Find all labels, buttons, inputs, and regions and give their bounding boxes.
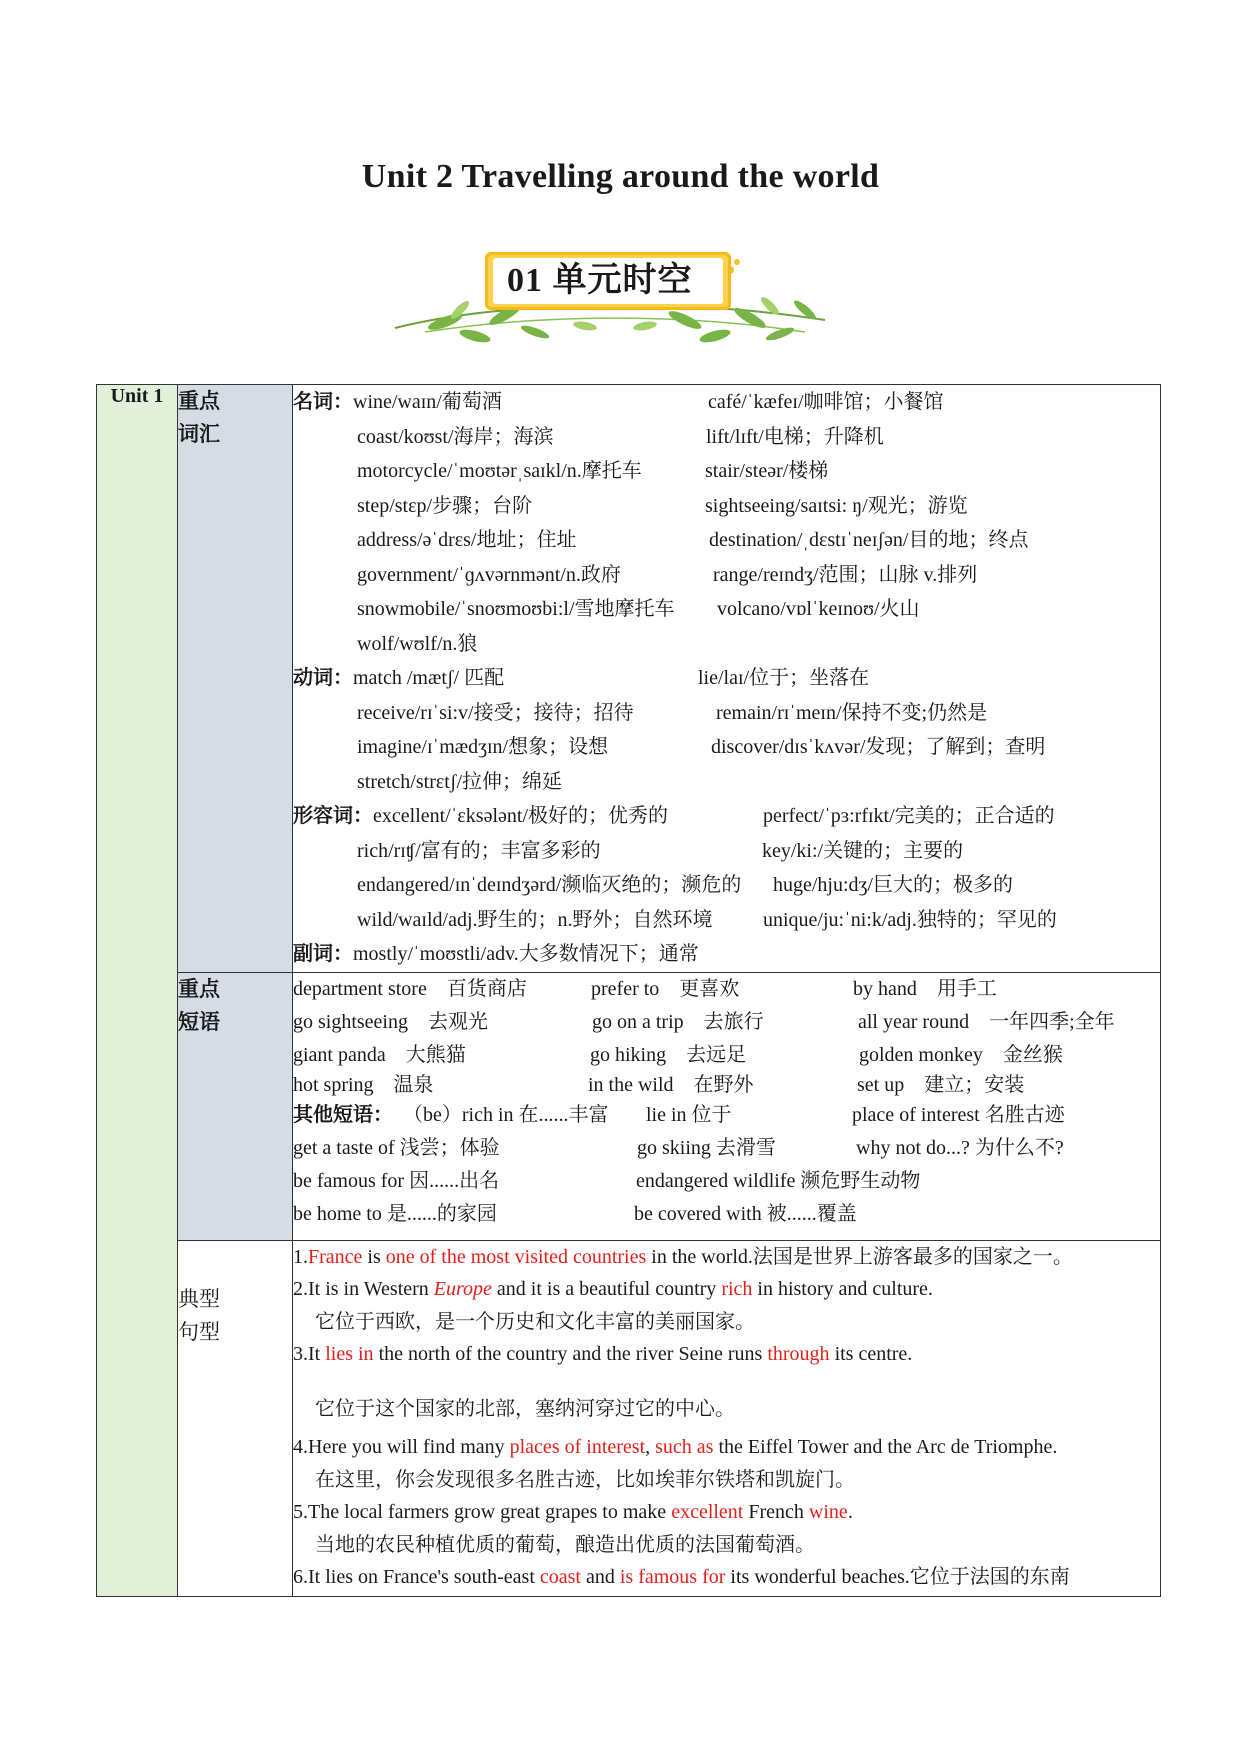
phrase-row: hot spring 温泉 in the wild 在野外 set up 建立；安装	[293, 1073, 1025, 1096]
phrase-row: get a taste of 浅尝；体验 go skiing 去滑雪 why not do...? 为什么不?	[293, 1136, 1064, 1159]
vocab-row: motorcycle/ˈmoʊtərˌsaɪkl/n.摩托车 stair/steər/楼梯	[357, 460, 829, 482]
vocab-row: endangered/ɪnˈdeɪndʒərd/濒临灭绝的；濒危的 huge/hju:dʒ/巨大的；极多的	[357, 874, 1013, 896]
vocab-row: wolf/wʊlf/n.狼	[357, 632, 478, 655]
vocab-category: 重点 词汇	[178, 385, 293, 973]
sentence-2: 2.It is in Western Europe and it is a beautiful country rich in history and culture.	[293, 1278, 933, 1300]
vocab-row: 名词：wine/waɪn/葡萄酒 café/ˈkæfeɪ/咖啡馆；小餐馆	[293, 391, 944, 413]
phrases-content	[293, 972, 1161, 1240]
phrases-category: 重点 短语	[178, 972, 293, 1240]
vocab-row: imagine/ɪˈmædʒɪn/想象；设想 discover/dɪsˈkʌvər/发现；了解到；查明	[357, 736, 1046, 758]
sentence-2-translation: 它位于西欧，是一个历史和文化丰富的美丽国家。	[315, 1310, 755, 1333]
page-title: Unit 2 Travelling around the world	[361, 158, 880, 195]
vocab-row: 动词：match /mætʃ/ 匹配 lie/laɪ/位于；坐落在	[293, 667, 870, 689]
banner-text: 单元时空	[552, 262, 693, 299]
vocab-row: step/stɛp/步骤；台阶 sightseeing/saɪtsi: ŋ/观光；游览	[357, 494, 968, 517]
sentence-5: 5.The local farmers grow great grapes to make excellent French wine.	[293, 1501, 853, 1523]
phrase-row: department store 百货商店 prefer to 更喜欢 by hand 用手工	[293, 977, 997, 1000]
phrase-row: go sightseeing 去观光 go on a trip 去旅行 all year round 一年四季;全年	[293, 1010, 1115, 1033]
unit-summary-table	[96, 384, 1161, 1597]
sentence-3-translation: 它位于这个国家的北部，塞纳河穿过它的中心。	[315, 1397, 735, 1420]
vocab-row: 形容词：excellent/ˈɛksələnt/极好的；优秀的 perfect/ˈpɜ:rfɪkt/完美的；正合适的	[293, 805, 1055, 827]
sentence-4-translation: 在这里，你会发现很多名胜古迹，比如埃菲尔铁塔和凯旋门。	[315, 1468, 855, 1491]
vocab-row: government/ˈɡʌvərnmənt/n.政府 range/reɪndʒ/范围；山脉 v.排列	[357, 563, 978, 586]
sentences-content	[293, 1240, 1161, 1596]
sentence-1: 1.France is one of the most visited countries in the world.法国是世界上游客最多的国家之一。	[293, 1245, 1073, 1268]
sentence-5-translation: 当地的农民种植优质的葡萄，酿造出优质的法国葡萄酒。	[315, 1533, 815, 1556]
banner-badge	[485, 252, 731, 310]
sentence-6: 6.It lies on France's south-east coast and is famous for its wonderful beaches.它位于法国的东南	[293, 1566, 1070, 1588]
phrase-row: be famous for 因......出名 endangered wildlife 濒危野生动物	[293, 1169, 921, 1192]
sentence-3: 3.It lies in the north of the country and the river Seine runs through its centre.	[293, 1343, 913, 1365]
sentences-category: 典型 句型	[178, 1240, 293, 1596]
banner-number: 01	[507, 262, 543, 299]
sentence-4: 4.Here you will find many places of interest, such as the Eiffel Tower and the Arc de Triomphe.	[293, 1436, 1058, 1458]
phrase-row: giant panda 大熊猫 go hiking 去远足 golden monkey 金丝猴	[293, 1043, 1063, 1066]
vocab-row: 副词：mostly/ˈmoʊstli/adv.大多数情况下；通常	[293, 943, 699, 965]
unit-label: Unit 1	[97, 385, 178, 1597]
phrase-row: be home to 是......的家园 be covered with 被......覆盖	[293, 1202, 857, 1225]
vocab-row: coast/koʊst/海岸；海滨 lift/lɪft/电梯；升降机	[357, 425, 884, 448]
vocab-row: rich/rɪʧ/富有的；丰富多彩的 key/ki:/关键的；主要的	[357, 839, 964, 862]
vocab-row: stretch/strɛtʃ/拉伸；绵延	[357, 770, 563, 793]
vocab-content	[293, 385, 1161, 973]
section-banner	[385, 240, 845, 360]
vocab-row: receive/rɪˈsi:v/接受；接待；招待 remain/rɪˈmeɪn/保持不变;仍然是	[357, 701, 988, 724]
vocab-row: address/əˈdrɛs/地址；住址 destination/ˌdɛstɪˈneɪʃən/目的地；终点	[357, 529, 1029, 551]
vocab-row: wild/waɪld/adj.野生的；n.野外；自然环境 unique/ju:ˈni:k/adj.独特的；罕见的	[357, 908, 1057, 931]
vocab-row: snowmobile/ˈsnoʊmoʊbi:l/雪地摩托车 volcano/vɒlˈkeɪnoʊ/火山	[357, 598, 920, 620]
phrase-row: 其他短语： （be）rich in 在......丰富 lie in 位于 place of interest 名胜古迹	[293, 1103, 1065, 1126]
